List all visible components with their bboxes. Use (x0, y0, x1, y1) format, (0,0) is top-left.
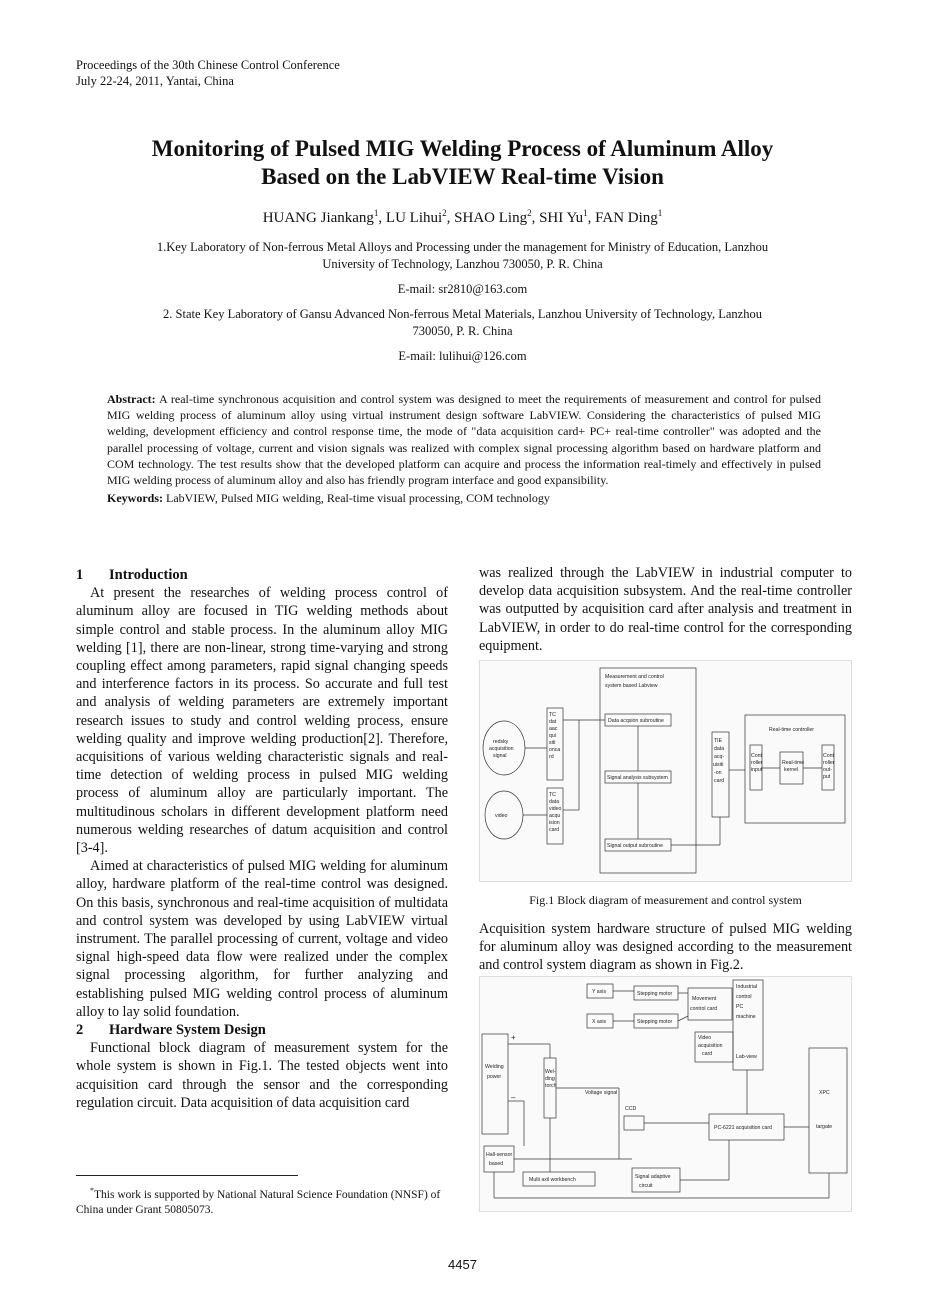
left-column (76, 566, 448, 1112)
right-column-top (479, 564, 852, 655)
email-2: E-mail: lulihui@126.com (398, 349, 527, 363)
abstract-text: A real-time synchronous acquisition and control system was designed to meet the requirements of measurement and control for pulsed MIG welding process of aluminum alloy using virtual instrument design software LabVIEW. Considering the characteristics of pulsed MIG welding, development efficiency and control response time, the mode of "data acquisition card+ PC+ real-time controller" was adopted and the parallel processing of voltage, current and vision signals was realized with complex signal processing algorithm based on hardware platform and COM technology. The test results show that the developed platform can acquire and process the information real-timely and effectively in pulsed MIG welding process of aluminum alloy and also has friendly program interface and good expansibility. (107, 392, 821, 488)
svg-text:torch: torch (545, 1083, 557, 1089)
svg-text:Cont: Cont (751, 753, 762, 759)
svg-text:Signal analysis subsystem: Signal analysis subsystem (607, 775, 668, 781)
author: SHI Yu$^1$ (539, 208, 588, 226)
paragraph: Acquisition system hardware structure of pulsed MIG welding for aluminum alloy was designed according to the measurement and control system diagram as shown in Fig.2. (479, 921, 852, 974)
system-title: Measurement and control (605, 674, 664, 680)
svg-text:Signal adaptive: Signal adaptive (635, 1174, 671, 1180)
svg-text:out-: out- (823, 767, 832, 773)
abstract-body (107, 391, 821, 488)
right-column-mid (479, 920, 852, 975)
svg-text:Real-time: Real-time (782, 760, 805, 766)
conference-date-line: July 22-24, 2011, Yantai, China (76, 74, 234, 88)
svg-text:Multi axil workbench: Multi axil workbench (529, 1177, 576, 1183)
title-line: Monitoring of Pulsed MIG Welding Process of Aluminum Alloy (151, 136, 774, 161)
svg-text:Industrial: Industrial (736, 984, 758, 990)
svg-text:acquisition: acquisition (698, 1043, 723, 1049)
abstract (107, 391, 821, 506)
title-line: Based on the LabVIEW Real-time Vision (261, 164, 664, 189)
svg-text:Video: Video (698, 1035, 712, 1041)
svg-text:Data acqsion subroutine: Data acqsion subroutine (608, 718, 664, 724)
svg-text:input: input (751, 767, 763, 773)
svg-text:card: card (702, 1051, 713, 1057)
svg-text:acq-: acq- (714, 754, 725, 760)
svg-text:Cont: Cont (823, 753, 834, 759)
label: video (495, 813, 508, 819)
svg-text:roller: roller (823, 760, 835, 766)
abstract-label: Abstract: (107, 392, 156, 406)
section-heading: 1 Introduction (76, 567, 188, 583)
paragraph: At present the researches of welding process control of aluminum alloy are focused in TIG welding methods about simple control and stable process. In the aluminum alloy MIG welding [1], there are non-linear, strong time-varying and strong coupling effect among parameters, rapid signal changing speeds and interference factors in its process. So accurate and full test and analysis of welding parameters are extremely important research issues to study and control welding process, ensure welding quality and improve welding production[2]. Therefore, acquisitions of various welding characteristic signals and real-time detection of welding process in pulsed MIG welding process of aluminum alloy are particularly important. The multitudinous scholars in different development platform need numerous welding researches of datum acquisition and control [3-4]. (76, 585, 448, 857)
svg-text:machine: machine (736, 1014, 756, 1020)
svg-text:Hall-sensor: Hall-sensor (486, 1152, 513, 1158)
svg-text:Stepping motor: Stepping motor (637, 1019, 673, 1025)
svg-text:power: power (487, 1074, 502, 1080)
svg-text:circuit: circuit (639, 1183, 653, 1189)
svg-text:Real-time controller: Real-time controller (769, 727, 814, 733)
svg-text:uisiti: uisiti (713, 762, 724, 768)
svg-text:CCD: CCD (625, 1106, 637, 1112)
label: signal (493, 753, 507, 759)
keywords-text: LabVIEW, Pulsed MIG welding, Real-time visual processing, COM technology (166, 491, 550, 506)
author-list: HUANG Jiankang$^1$, LU Lihui$^2$, SHAO Ling$^2$, SHI Yu$^1$, FAN Ding$^1$ (262, 208, 663, 226)
author: SHAO Ling$^2$ (454, 208, 532, 226)
svg-text:TC: TC (549, 792, 556, 798)
footnote: *This work is supported by National Natural Science Foundation (NNSF) of China under Grant 50805073. (76, 1186, 441, 1216)
svg-text:Y axis: Y axis (592, 989, 607, 995)
svg-text:control card: control card (690, 1006, 718, 1012)
svg-text:-on: -on (714, 770, 722, 776)
keywords-label: Keywords: (107, 491, 163, 506)
svg-text:Wel-: Wel- (545, 1069, 556, 1075)
svg-text:data: data (714, 746, 725, 752)
svg-text:aac: aac (549, 726, 558, 732)
svg-text:targate: targate (816, 1124, 833, 1130)
svg-text:Lab-view: Lab-view (736, 1054, 757, 1060)
label: redsky (493, 739, 509, 745)
svg-text:PC-6221 acquisition card: PC-6221 acquisition card (714, 1125, 772, 1131)
proceedings-header (76, 57, 340, 89)
paper-title (60, 135, 865, 191)
svg-text:data: data (549, 799, 560, 805)
svg-text:Welding: Welding (485, 1064, 504, 1070)
svg-text:based: based (489, 1161, 504, 1167)
svg-text:X axis: X axis (592, 1019, 607, 1025)
svg-text:onca: onca (549, 747, 561, 753)
svg-text:roller: roller (751, 760, 763, 766)
svg-text:control: control (736, 994, 752, 1000)
affiliation-2: 2. State Key Laboratory of Gansu Advanced Non-ferrous Metal Materials, Lanzhou University of Technology, Lanzhou 730050, P. R. China (163, 307, 762, 338)
section-heading: 2 Hardware System Design (76, 1022, 266, 1039)
footnote-divider (76, 1175, 298, 1176)
email-1: E-mail: sr2810@163.com (397, 282, 528, 296)
author: FAN Ding$^1$ (595, 208, 663, 226)
proceedings-line: Proceedings of the 30th Chinese Control Conference (76, 58, 340, 72)
label: acquisition (489, 746, 514, 752)
svg-text:Voltage signal: Voltage signal (585, 1090, 618, 1096)
svg-text:ision: ision (549, 820, 560, 826)
system-title: system based Labview (605, 683, 658, 689)
svg-text:kernel: kernel (784, 767, 799, 773)
keywords (107, 490, 821, 506)
affiliation-1: 1.Key Laboratory of Non-ferrous Metal Alloys and Processing under the management for Ministry of Education, Lanzhou University of Technology, Lanzhou 730050, P. R. China (156, 240, 769, 271)
figure-1-caption: Fig.1 Block diagram of measurement and control system (529, 893, 802, 907)
svg-text:TC: TC (549, 712, 556, 718)
author: HUANG Jiankang$^1$ (262, 208, 379, 226)
svg-text:dat: dat (549, 719, 557, 725)
svg-text:siti: siti (549, 740, 556, 746)
svg-text:Signal output subroutine: Signal output subroutine (607, 843, 663, 849)
svg-text:put: put (823, 774, 831, 780)
page-number: 4457 (448, 1257, 477, 1272)
svg-text:Stepping motor: Stepping motor (637, 991, 673, 997)
svg-text:Movement: Movement (692, 996, 717, 1002)
figure-1-block-diagram (479, 660, 852, 882)
figure-2-hardware-structure (479, 976, 852, 1212)
svg-text:ding: ding (545, 1076, 555, 1082)
svg-text:TIE: TIE (714, 738, 723, 744)
svg-text:PC: PC (736, 1004, 744, 1010)
paragraph: Aimed at characteristics of pulsed MIG welding for aluminum alloy, hardware platform of the real-time control was designed. On this basis, synchronous and real-time acquisition of multidata and control system was developed by using LabVIEW virtual instrument. The parallel processing of current, voltage and video signal high-speed data flow were realized under the complex signal processing algorithm, for further analyzing and establishing pulsed MIG welding control process of aluminum alloy to lay solid foundation. (76, 858, 448, 1020)
svg-text:+: + (511, 1033, 516, 1042)
svg-text:rd: rd (549, 754, 554, 760)
svg-text:XPC: XPC (819, 1090, 830, 1096)
paragraph-continued: was realized through the LabVIEW in industrial computer to develop data acquisition subsystem. And the real-time controller was outputted by acquisition card after analysis and treatment in LabVIEW, in order to do real-time control for the corresponding equipment. (479, 565, 852, 654)
svg-text:video: video (549, 806, 562, 812)
svg-text:–: – (511, 1093, 516, 1102)
svg-text:qui: qui (549, 733, 556, 739)
author: LU Lihui$^2$ (385, 208, 447, 226)
svg-text:card: card (714, 778, 725, 784)
paragraph: Functional block diagram of measurement system for the whole system is shown in Fig.1. The tested objects went into acquisition card through the sensor and the corresponding regulation circuit. Data acquisition of data acquisition card (76, 1040, 448, 1111)
svg-text:acqu: acqu (549, 813, 561, 819)
svg-text:card: card (549, 827, 560, 833)
